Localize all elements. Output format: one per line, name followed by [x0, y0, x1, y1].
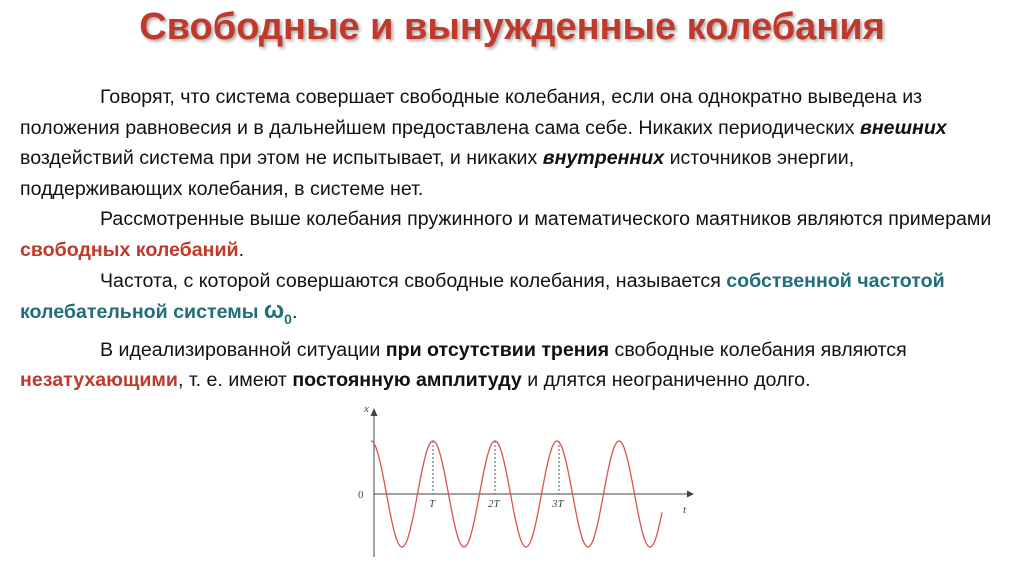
- text-span: , т. е. имеют: [177, 369, 293, 392]
- paragraph-undamped: [20, 335, 1005, 396]
- period-guides: [433, 441, 559, 494]
- tick-label-2t: 2T: [488, 498, 500, 510]
- highlight-free-oscillations: свободных колебаний: [20, 238, 239, 261]
- emphasis-internal: внутренних: [542, 147, 665, 170]
- tick-label-3t: 3T: [552, 498, 564, 510]
- text-span: Рассмотренные выше колебания пружинного и математического маятников являются примерами: [100, 208, 992, 231]
- text-span: Частота, с которой совершаются свободные колебания, называется: [100, 269, 727, 292]
- x-axis-label: t: [683, 504, 687, 516]
- y-axis-arrow: [371, 408, 378, 416]
- text-span: .: [291, 301, 298, 324]
- text-span: источников энергии, поддерживающих колебания, в системе нет.: [20, 147, 855, 200]
- origin-label: 0: [358, 489, 364, 501]
- y-axis-label: x: [364, 403, 369, 415]
- text-span: воздействий система при этом не испытывает, и никаких: [20, 147, 543, 170]
- emphasis-external: внешних: [860, 116, 947, 139]
- emphasis-constant-amplitude: постоянную амплитуду: [292, 369, 522, 392]
- text-span: .: [238, 238, 245, 261]
- text-span: Говорят, что система совершает свободные колебания, если она однократно выведена из положения равновесия и в дальнейшем предоставлена сама себе. Никаких периодических: [20, 86, 923, 139]
- omega-subscript: 0: [284, 310, 292, 327]
- highlight-undamped: незатухающими: [20, 369, 178, 392]
- body-text: [20, 82, 1005, 396]
- text-span: и длятся неограниченно долго.: [521, 369, 811, 392]
- text-span: В идеализированной ситуации: [100, 338, 386, 361]
- paragraph-free-oscillations: [20, 82, 1005, 204]
- omega-letter: ω: [263, 297, 285, 325]
- paragraph-examples: [20, 204, 1005, 265]
- text-span: собственной частотой колебательной системы: [20, 269, 945, 324]
- x-axis-arrow: [687, 491, 694, 498]
- paragraph-natural-frequency: [20, 266, 1005, 335]
- oscillation-graph: [340, 395, 700, 560]
- emphasis-no-friction: при отсутствии трения: [385, 338, 610, 361]
- text-span: свободные колебания являются: [609, 338, 907, 361]
- tick-label-t: T: [429, 498, 436, 510]
- slide-title: Свободные и вынужденные колебания: [139, 6, 885, 48]
- omega-symbol: [263, 297, 292, 327]
